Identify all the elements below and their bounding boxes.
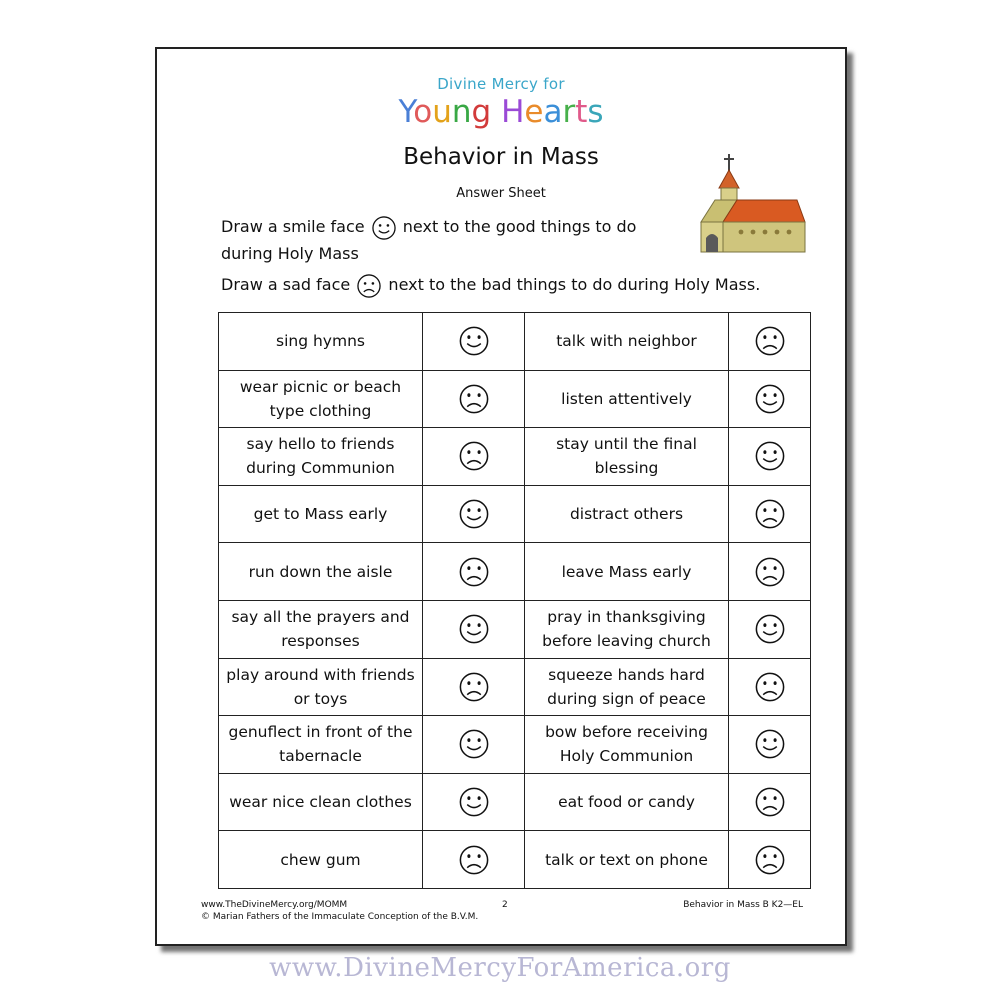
smile-face-icon xyxy=(457,612,491,646)
answer-left xyxy=(423,543,525,601)
answer-left xyxy=(423,831,525,889)
smile-face-icon xyxy=(457,324,491,358)
brand-line1: Divine Mercy for xyxy=(437,75,565,93)
behavior-left: genuflect in front of the tabernacle xyxy=(219,716,423,774)
instruction-sad-after: next to the bad things to do during Holy Mass. xyxy=(388,275,761,294)
sad-face-icon xyxy=(457,555,491,589)
brand-letter: e xyxy=(524,94,544,130)
answer-right xyxy=(729,485,811,543)
watermark: www.DivineMercyForAmerica.org xyxy=(269,953,731,983)
page-subtitle: Answer Sheet xyxy=(456,186,546,201)
sad-face-icon xyxy=(753,843,787,877)
brand-letter: o xyxy=(413,94,433,130)
church-icon xyxy=(697,152,807,256)
behavior-right: bow before receiving Holy Communion xyxy=(525,716,729,774)
brand-letter: t xyxy=(575,94,588,130)
answer-right xyxy=(729,831,811,889)
smile-face-icon xyxy=(753,439,787,473)
smile-face-icon xyxy=(371,215,397,241)
table-row xyxy=(219,428,811,486)
behavior-right: eat food or candy xyxy=(525,773,729,831)
instruction-smile-before: Draw a smile face xyxy=(221,217,365,236)
brand-logo xyxy=(157,75,845,129)
table-row xyxy=(219,831,811,889)
table-row xyxy=(219,600,811,658)
brand-line2 xyxy=(157,95,845,129)
sad-face-icon xyxy=(753,555,787,589)
answer-right xyxy=(729,658,811,716)
smile-face-icon xyxy=(457,497,491,531)
behavior-right: distract others xyxy=(525,485,729,543)
sad-face-icon xyxy=(753,324,787,358)
answer-left xyxy=(423,773,525,831)
behavior-right: leave Mass early xyxy=(525,543,729,601)
table-row xyxy=(219,485,811,543)
behavior-left: say all the prayers and responses xyxy=(219,600,423,658)
sad-face-icon xyxy=(457,843,491,877)
answer-right xyxy=(729,716,811,774)
answer-right xyxy=(729,773,811,831)
behavior-left: wear picnic or beach type clothing xyxy=(219,370,423,428)
table-row xyxy=(219,716,811,774)
table-row xyxy=(219,658,811,716)
behavior-left: get to Mass early xyxy=(219,485,423,543)
answer-left xyxy=(423,658,525,716)
worksheet-page xyxy=(155,47,847,946)
smile-face-icon xyxy=(753,382,787,416)
footer-code: Behavior in Mass B K2—EL xyxy=(683,900,803,910)
answer-left xyxy=(423,485,525,543)
behavior-right: pray in thanksgiving before leaving church xyxy=(525,600,729,658)
answer-left xyxy=(423,716,525,774)
answer-left xyxy=(423,600,525,658)
sad-face-icon xyxy=(753,785,787,819)
answer-left xyxy=(423,428,525,486)
behavior-left: run down the aisle xyxy=(219,543,423,601)
footer-page-number: 2 xyxy=(502,900,508,910)
smile-face-icon xyxy=(457,727,491,761)
behavior-right: talk with neighbor xyxy=(525,313,729,371)
instruction-sad-before: Draw a sad face xyxy=(221,275,351,294)
sad-face-icon xyxy=(753,497,787,531)
instruction-smile-after: next to the good things to do xyxy=(402,217,637,236)
behavior-right: listen attentively xyxy=(525,370,729,428)
instruction-smile-line2: during Holy Mass xyxy=(221,243,359,263)
answer-right xyxy=(729,370,811,428)
brand-letter: g xyxy=(471,94,492,130)
table-row xyxy=(219,543,811,601)
table-row xyxy=(219,773,811,831)
behavior-left: play around with friends or toys xyxy=(219,658,423,716)
sad-face-icon xyxy=(753,670,787,704)
smile-face-icon xyxy=(753,727,787,761)
table-row xyxy=(219,313,811,371)
behavior-left: chew gum xyxy=(219,831,423,889)
answer-left xyxy=(423,313,525,371)
behavior-left: sing hymns xyxy=(219,313,423,371)
answer-left xyxy=(423,370,525,428)
brand-letter: H xyxy=(501,94,525,130)
behavior-right: stay until the final blessing xyxy=(525,428,729,486)
behavior-left: wear nice clean clothes xyxy=(219,773,423,831)
table-row xyxy=(219,370,811,428)
answer-right xyxy=(729,428,811,486)
behavior-left: say hello to friends during Communion xyxy=(219,428,423,486)
smile-face-icon xyxy=(457,785,491,819)
footer-copyright: © Marian Fathers of the Immaculate Conception of the B.V.M. xyxy=(201,912,479,922)
sad-face-icon xyxy=(457,439,491,473)
sad-face-icon xyxy=(457,382,491,416)
brand-letter: r xyxy=(562,94,576,130)
brand-letter: n xyxy=(451,94,472,130)
footer-left xyxy=(201,899,478,923)
sad-face-icon xyxy=(356,273,382,299)
instruction-sad xyxy=(221,272,760,299)
brand-letter: a xyxy=(543,94,563,130)
brand-letter: Y xyxy=(398,94,414,130)
page-title: Behavior in Mass xyxy=(403,144,599,170)
smile-face-icon xyxy=(753,612,787,646)
answer-right xyxy=(729,543,811,601)
brand-letter xyxy=(491,94,501,130)
behavior-right: squeeze hands hard during sign of peace xyxy=(525,658,729,716)
footer-url: www.TheDivineMercy.org/MOMM xyxy=(201,900,348,910)
instruction-smile xyxy=(221,214,636,266)
behavior-right: talk or text on phone xyxy=(525,831,729,889)
behavior-table xyxy=(218,312,811,889)
answer-right xyxy=(729,313,811,371)
brand-letter: u xyxy=(432,94,452,130)
brand-letter: s xyxy=(587,94,604,130)
sad-face-icon xyxy=(457,670,491,704)
answer-right xyxy=(729,600,811,658)
